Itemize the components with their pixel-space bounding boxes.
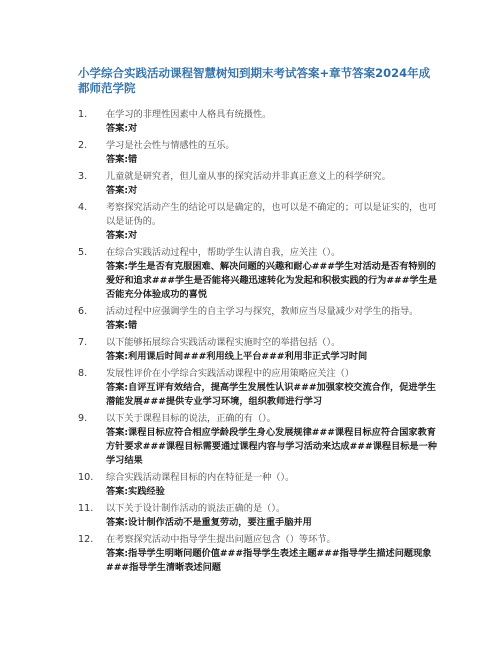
question-answer: 答案:实践经验	[106, 486, 165, 497]
question-item	[78, 533, 438, 575]
question-text: 学习是社会性与情感性的互乐。	[106, 140, 235, 151]
question-item	[78, 246, 438, 302]
question-item	[78, 367, 438, 409]
question-number: 1.	[78, 109, 88, 120]
question-item	[78, 170, 438, 198]
question-item	[78, 305, 438, 333]
question-answer: 答案:对	[106, 185, 138, 196]
question-answer: 答案:错	[106, 154, 138, 165]
question-number: 12.	[78, 534, 94, 545]
question-item	[78, 139, 438, 167]
question-text: 儿童就是研究者，但儿童从事的探究活动并非真正意义上的科学研究。	[106, 171, 391, 182]
question-item	[78, 336, 438, 364]
question-number: 3.	[78, 171, 88, 182]
question-answer: 答案:学生是否有克服困难、解决问题的兴趣和耐心###学生对活动是否有特别的爱好和追求###学生是否能将兴趣迅速转化为发起和积极实践的行为###学生是否能充分体验成功的喜悦	[106, 261, 437, 300]
question-text: 以下关于设计制作活动的说法正确的是（）。	[106, 503, 286, 514]
question-number: 7.	[78, 337, 88, 348]
question-answer: 答案:课程目标应符合相应学龄段学生身心发展规律###课程目标应符合国家教育方针要求###课程目标需要通过课程内容与学习活动来达成###课程目标是一种学习结果	[106, 427, 437, 466]
question-text: 以下关于课程目标的说法，正确的有（）。	[106, 413, 276, 424]
question-number: 5.	[78, 247, 88, 258]
question-number: 11.	[78, 503, 94, 514]
question-item	[78, 412, 438, 468]
question-answer: 答案:对	[106, 123, 138, 134]
question-text: 综合实践活动课程目标的内在特征是一种（）。	[106, 472, 295, 483]
question-text: 发展性评价在小学综合实践活动课程中的应用策略应关注（）	[106, 368, 355, 379]
question-text: 在考察探究活动中指导学生提出问题应包含（）等环节。	[106, 534, 336, 545]
question-number: 2.	[78, 140, 88, 151]
question-answer: 答案:指导学生明晰问题价值###指导学生表述主题###指导学生描述问题现象###指导学生清晰表述问题	[106, 548, 432, 573]
question-item	[78, 108, 438, 136]
question-number: 9.	[78, 413, 88, 424]
question-item	[78, 502, 438, 530]
question-answer: 答案:利用课后时间###利用线上平台###利用非正式学习时间	[106, 351, 368, 362]
question-number: 10.	[78, 472, 94, 483]
question-text: 在综合实践活动过程中，帮助学生认清自我，应关注（）。	[106, 247, 341, 258]
page-title: 小学综合实践活动课程智慧树知到期末考试答案+章节答案2024年成都师范学院	[78, 66, 431, 95]
question-answer: 答案:对	[106, 230, 138, 241]
question-text: 活动过程中应强调学生的自主学习与探究，教师应当尽量减少对学生的指导。	[106, 306, 419, 317]
question-answer: 答案:自评互评有效结合，提高学生发展性认识###加强家校交流合作，促进学生潜能发展###提供专业学习环境，组织教师进行学习	[106, 382, 436, 407]
question-text: 以下能够拓展综合实践活动课程实施时空的举措包括（）。	[106, 337, 341, 348]
question-number: 4.	[78, 202, 88, 213]
question-number: 8.	[78, 368, 88, 379]
question-text: 在学习的非理性因素中人格具有统摄性。	[106, 109, 272, 120]
question-item	[78, 471, 438, 499]
question-list	[78, 108, 438, 575]
question-item	[78, 201, 438, 243]
question-answer: 答案:设计制作活动不是重复劳动，要注重手脑并用	[106, 517, 312, 528]
question-text: 考察探究活动产生的结论可以是确定的，也可以是不确定的；可以是证实的，也可以是证伪的。	[106, 202, 437, 227]
question-answer: 答案:错	[106, 320, 138, 331]
question-number: 6.	[78, 306, 88, 317]
